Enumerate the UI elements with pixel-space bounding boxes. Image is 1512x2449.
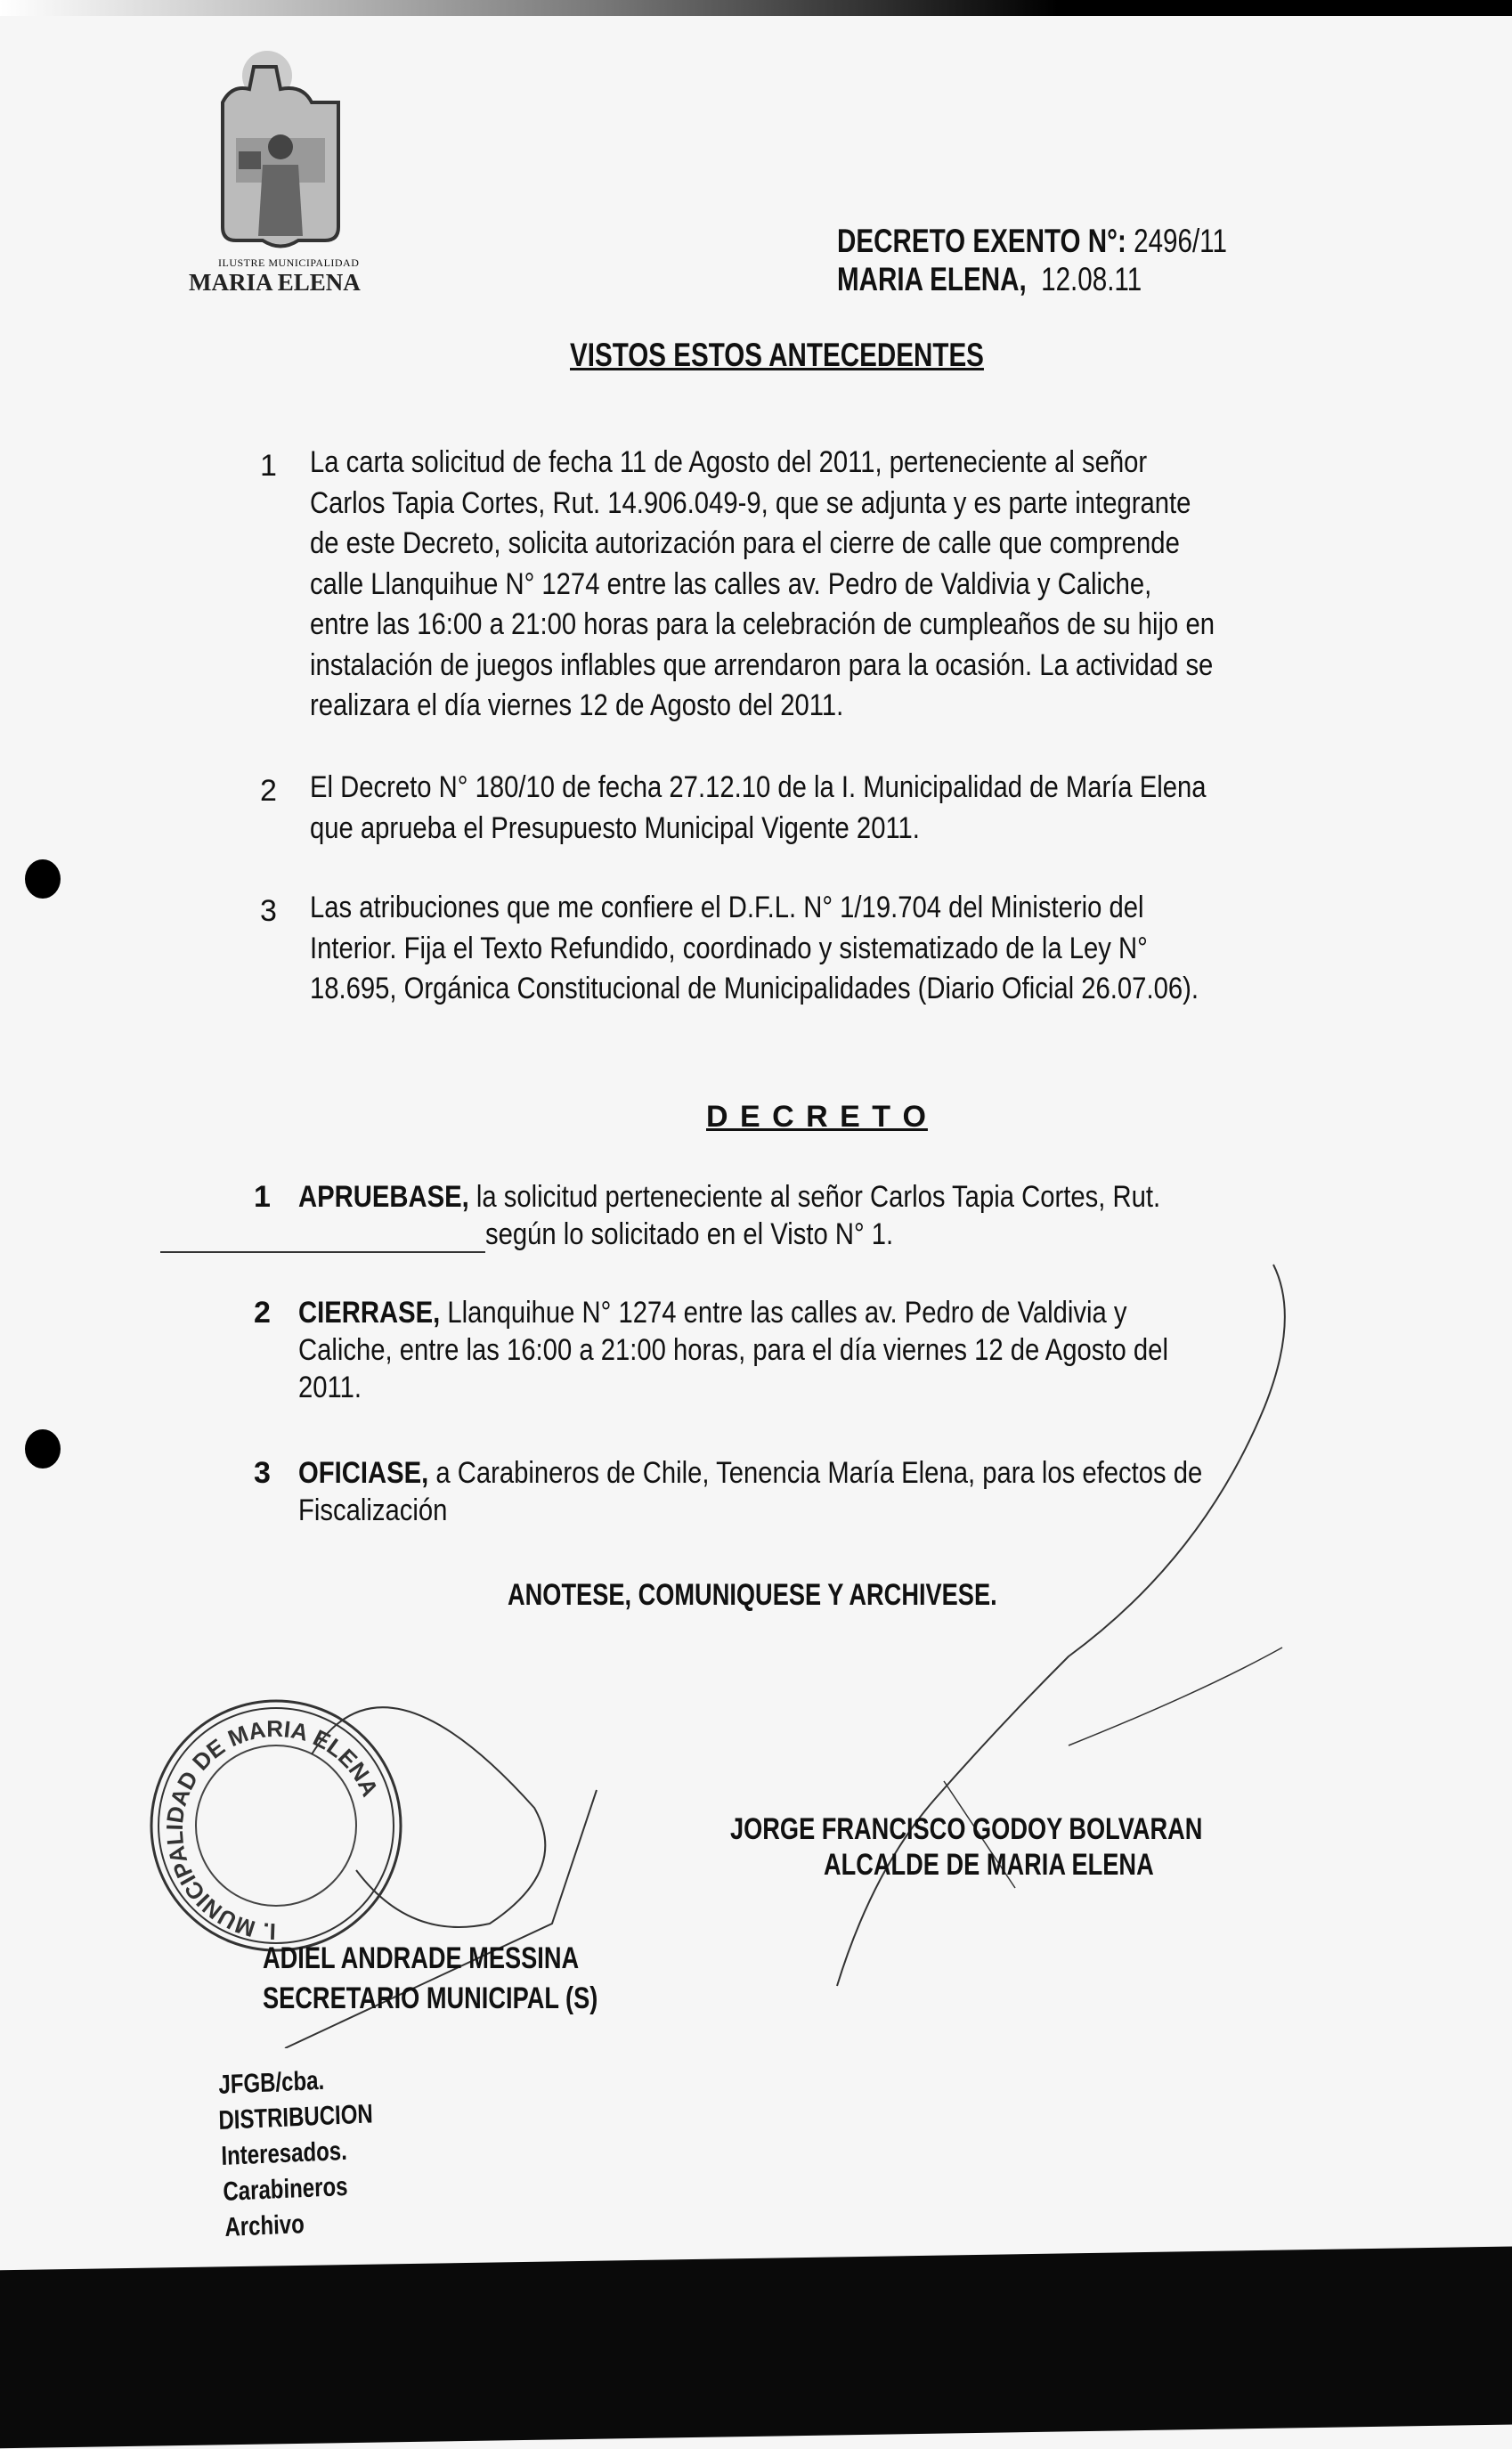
scan-edge-bottom xyxy=(0,2246,1512,2449)
visto-line: que aprueba el Presupuesto Municipal Vigente 2011. xyxy=(310,810,920,845)
decreto-line xyxy=(298,1180,1160,1215)
decreto-line: Llanquihue N° 1274 entre las calles av. Pedro de Valdivia y xyxy=(447,1296,1127,1330)
visto-line: La carta solicitud de fecha 11 de Agosto del 2011, perteneciente al señor xyxy=(310,445,1148,479)
visto-line: Carlos Tapia Cortes, Rut. 14.906.049-9, que se adjunta y es parte integrante xyxy=(310,485,1191,520)
secretary-name: ADIEL ANDRADE MESSINA xyxy=(263,1941,580,1975)
visto-number: 1 xyxy=(260,449,277,483)
place-label: MARIA ELENA, xyxy=(837,261,1027,297)
visto-number: 3 xyxy=(260,894,277,928)
visto-line: El Decreto N° 180/10 de fecha 27.12.10 de la I. Municipalidad de María Elena xyxy=(310,770,1207,804)
decreto-keyword: CIERRASE, xyxy=(298,1296,441,1330)
distribution-recipient: Interesados. xyxy=(221,2136,348,2171)
letterhead-line2: MARIA ELENA xyxy=(189,269,361,296)
decreto-number: 3 xyxy=(254,1456,271,1490)
decree-number: 2496/11 xyxy=(1134,223,1227,259)
visto-line: de este Decreto, solicita autorización para el cierre de calle que comprende xyxy=(310,526,1180,560)
visto-line: 18.695, Orgánica Constitucional de Municipalidades (Diario Oficial 26.07.06). xyxy=(310,972,1199,1005)
decreto-number: 2 xyxy=(254,1296,271,1330)
distribution-recipient: Archivo xyxy=(224,2209,305,2242)
visto-line: entre las 16:00 a 21:00 horas para la celebración de cumpleaños de su hijo en xyxy=(310,607,1215,641)
punch-hole xyxy=(25,859,61,899)
decree-number-line xyxy=(837,223,1227,260)
visto-number: 2 xyxy=(260,774,277,808)
visto-line: Interior. Fija el Texto Refundido, coordinado y sistematizado de la Ley N° xyxy=(310,931,1148,965)
decreto-title: D E C R E T O xyxy=(706,1100,928,1134)
municipal-crest-logo xyxy=(214,49,347,254)
closing-formula: ANOTESE, COMUNIQUESE Y ARCHIVESE. xyxy=(508,1578,997,1612)
letterhead-line1: ILUSTRE MUNICIPALIDAD xyxy=(218,256,360,269)
secretary-title: SECRETARIO MUNICIPAL (S) xyxy=(263,1981,598,2015)
decreto-line: 2011. xyxy=(298,1371,362,1404)
handwritten-signature xyxy=(0,1247,1512,2048)
distribution-recipient: Carabineros xyxy=(223,2171,348,2207)
decree-label: DECRETO EXENTO N°: xyxy=(837,223,1126,259)
decreto-line: Caliche, entre las 16:00 a 21:00 horas, para el día viernes 12 de Agosto del xyxy=(298,1333,1168,1367)
decreto-number: 1 xyxy=(254,1180,271,1214)
visto-line: calle Llanquihue N° 1274 entre las calles av. Pedro de Valdivia y Caliche, xyxy=(310,566,1152,601)
place-date-line xyxy=(837,261,1142,298)
stamp-text: I. MUNICIPALIDAD DE MARIA ELENA xyxy=(160,1714,384,1946)
initials: JFGB/cba. xyxy=(218,2065,325,2100)
visto-line: Las atribuciones que me confiere el D.F.L. N° 1/19.704 del Ministerio del xyxy=(310,891,1144,924)
vistos-title: VISTOS ESTOS ANTECEDENTES xyxy=(570,337,984,373)
distribution-title: DISTRIBUCION xyxy=(218,2099,374,2136)
decreto-line: según lo solicitado en el Visto N° 1. xyxy=(485,1217,894,1251)
decreto-line: la solicitud perteneciente al señor Carlos Tapia Cortes, Rut. xyxy=(476,1180,1161,1214)
decreto-line: Fiscalización xyxy=(298,1493,448,1527)
decreto-line: a Carabineros de Chile, Tenencia María Elena, para los efectos de xyxy=(435,1456,1203,1490)
decreto-keyword: OFICIASE, xyxy=(298,1456,429,1490)
visto-line: instalación de juegos inflables que arrendaron para la ocasión. La actividad se xyxy=(310,647,1214,682)
mayor-name: JORGE FRANCISCO GODOY BOLVARAN xyxy=(730,1812,1203,1846)
visto-line: realizara el día viernes 12 de Agosto del 2011. xyxy=(310,688,844,722)
mayor-title: ALCALDE DE MARIA ELENA xyxy=(824,1848,1154,1882)
decree-date: 12.08.11 xyxy=(1041,261,1142,297)
decreto-keyword: APRUEBASE, xyxy=(298,1180,469,1214)
scan-edge-top xyxy=(0,0,1512,16)
